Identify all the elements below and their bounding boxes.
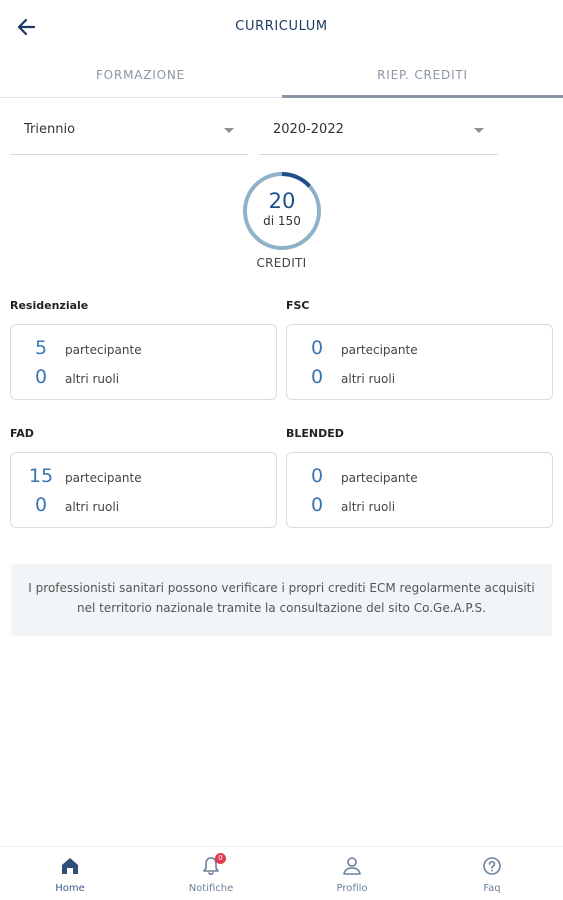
tab-riep-crediti[interactable]: RIEP. CREDITI <box>377 68 468 82</box>
period-value-value: 2020-2022 <box>273 122 344 137</box>
credit-label: altri ruoli <box>341 500 396 514</box>
credits-progress-ring <box>241 170 323 252</box>
bottom-navigation <box>0 846 563 900</box>
credits-label: CREDITI <box>256 256 307 270</box>
credit-label: partecipante <box>341 471 418 485</box>
dropdown-caret-icon <box>474 128 484 133</box>
section-title-blended: BLENDED <box>286 427 344 440</box>
credit-label: altri ruoli <box>65 372 120 386</box>
credit-label: altri ruoli <box>341 372 396 386</box>
credit-value: 0 <box>34 494 48 516</box>
bell-icon <box>200 855 222 877</box>
nav-faq[interactable] <box>442 855 542 899</box>
section-title-fad: FAD <box>10 427 34 440</box>
notification-badge: 0 <box>215 853 226 864</box>
period-type-value: Triennio <box>24 122 76 137</box>
nav-profilo-label: Profilo <box>336 883 368 894</box>
nav-home[interactable] <box>20 855 120 899</box>
help-circle-icon <box>481 855 503 877</box>
credit-value: 5 <box>34 337 48 359</box>
credits-current: 20 <box>268 189 296 213</box>
home-icon <box>59 855 81 877</box>
card-fad <box>10 452 277 528</box>
period-value-select[interactable] <box>259 108 498 155</box>
tab-bar <box>0 56 563 98</box>
credit-label: partecipante <box>65 343 142 357</box>
period-type-select[interactable] <box>10 108 248 155</box>
nav-profilo[interactable] <box>302 855 402 899</box>
credit-label: partecipante <box>65 471 142 485</box>
user-icon <box>341 855 363 877</box>
nav-notifiche-label: Notifiche <box>188 883 234 894</box>
tab-formazione[interactable]: FORMAZIONE <box>95 68 185 82</box>
credit-value: 0 <box>310 465 324 487</box>
credit-label: partecipante <box>341 343 418 357</box>
active-tab-indicator <box>282 95 563 98</box>
nav-home-label: Home <box>55 883 85 894</box>
card-residenziale <box>10 324 277 400</box>
nav-faq-label: Faq <box>483 883 501 894</box>
dropdown-caret-icon <box>224 128 234 133</box>
section-title-residenziale: Residenziale <box>10 299 89 312</box>
credit-value: 0 <box>310 366 324 388</box>
credit-value: 0 <box>310 337 324 359</box>
section-title-fsc: FSC <box>286 299 310 312</box>
app-bar <box>0 0 563 52</box>
card-fsc <box>286 324 553 400</box>
card-blended <box>286 452 553 528</box>
credits-total: di 150 <box>263 214 301 228</box>
nav-notifiche[interactable] <box>161 855 261 899</box>
cogeaps-info-box: I professionisti sanitari possono verificare i propri crediti ECM regolarmente acquisiti nel territorio nazionale tramite la consultazione del sito Co.Ge.A.P.S. <box>11 564 552 636</box>
credit-label: altri ruoli <box>65 500 120 514</box>
page-title: CURRICULUM <box>235 19 328 34</box>
credit-value: 0 <box>310 494 324 516</box>
credit-value: 15 <box>28 465 54 487</box>
credit-value: 0 <box>34 366 48 388</box>
